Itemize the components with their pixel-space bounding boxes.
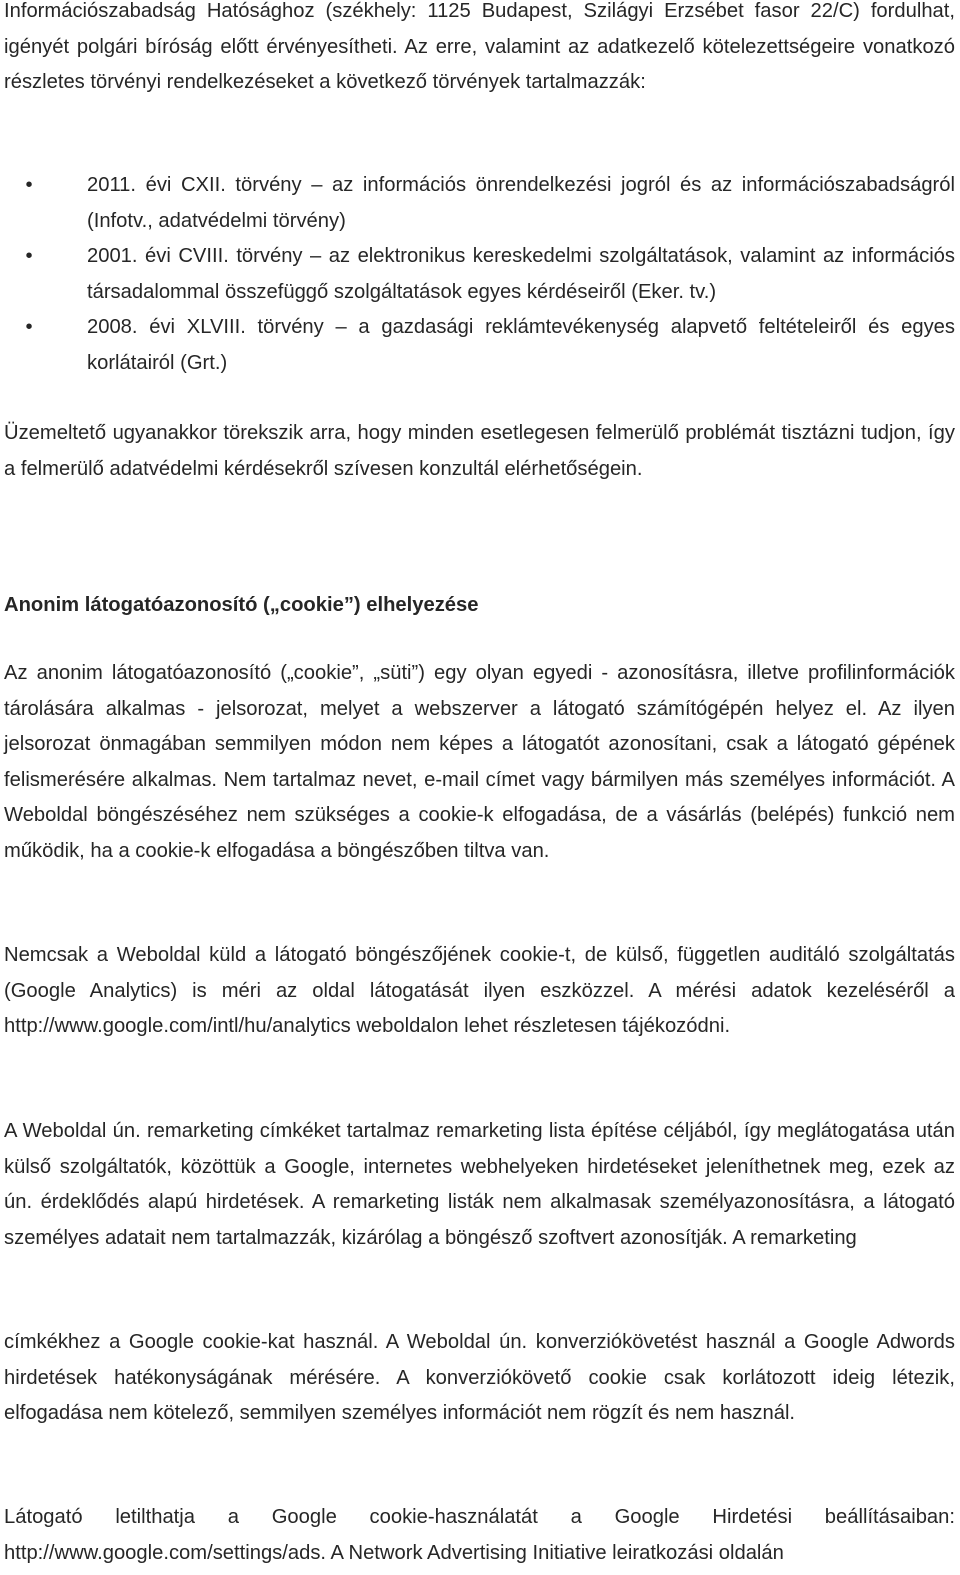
operator-paragraph: Üzemeltető ugyanakkor törekszik arra, hogy minden esetlegesen felmerülő problémát tisztázni tudjon, így a felmerülő adatvédelmi kérdésekről szívesen konzultál elérhetőségein. bbox=[4, 422, 955, 480]
intro-paragraph: Információszabadság Hatósághoz (székhely: 1125 Budapest, Szilágyi Erzsébet fasor 22/C) fordulhat, igényét polgári bíróság előtt érvényesítheti. Az erre, valamint az adatkezelő kötelezettségeire vonatkozó részletes törvényi rendelkezéseket a következő törvények tartalmazzák: bbox=[4, 0, 955, 94]
cookie-paragraph-5: Látogató letilthatja a Google cookie-használatát a Google Hirdetési beállításaiban: http://www.google.com/settings/ads. A Network Advertising Initiative leiratkozási oldalán bbox=[4, 1506, 955, 1564]
law-text: 2001. évi CVIII. törvény – az elektronikus kereskedelmi szolgáltatások, valamint az információs társadalommal összefüggő szolgáltatások egyes kérdéseiről (Eker. tv.) bbox=[87, 245, 955, 303]
list-item bbox=[4, 239, 955, 310]
cookie-paragraph-2: Nemcsak a Weboldal küld a látogató böngészőjének cookie-t, de külső, független auditáló szolgáltatás (Google Analytics) is méri az oldal látogatását ilyen eszközzel. A mérési adatok kezeléséről a http://www.google.com/intl/hu/analytics weboldalon lehet részletesen tájékozódni. bbox=[4, 944, 955, 1038]
bullet-icon: • bbox=[25, 316, 33, 339]
bullet-icon: • bbox=[25, 174, 33, 196]
cookie-paragraph-1: Az anonim látogatóazonosító („cookie”, „süti”) egy olyan egyedi - azonosításra, illetve profilinformációk tárolására alkalmas - jelsorozat, melyet a webszerver a látogató számítógépén helyez el. Az ilyen jelsorozat önmagában semmilyen módon nem képes a látogatót azonosítani, csak a látogató gépének felismerésére alkalmas. Nem tartalmaz nevet, e-mail címet vagy bármilyen más személyes információt. A Weboldal böngészéséhez nem szükséges a cookie-k elfogadása, de a vásárlás (belépés) funkció nem működik, ha a cookie-k elfogadása a böngészőben tiltva van. bbox=[4, 662, 955, 862]
list-item bbox=[4, 310, 955, 381]
bullet-icon: • bbox=[25, 245, 33, 268]
law-text: 2008. évi XLVIII. törvény – a gazdasági reklámtevékenység alapvető feltételeiről és egyes korlátairól (Grt.) bbox=[87, 316, 955, 374]
cookie-paragraph-4: címkékhez a Google cookie-kat használ. A Weboldal ún. konverziókövetést használ a Google Adwords hirdetések hatékonyságának mérésére. A konverziókövető cookie csak korlátozott ideig létezik, elfogadása nem kötelező, semmilyen személyes információt nem rögzít és nem használ. bbox=[4, 1331, 955, 1425]
law-list bbox=[4, 168, 955, 382]
section-heading: Anonim látogatóazonosító („cookie”) elhelyezése bbox=[4, 594, 479, 616]
cookie-paragraph-3: A Weboldal ún. remarketing címkéket tartalmaz remarketing lista építése céljából, így meglátogatása után külső szolgáltatók, közöttük a Google, internetes webhelyeken hirdetéseket jeleníthetnek meg, ezek az ún. érdeklődés alapú hirdetések. A remarketing listák nem alkalmasak személyazonosításra, a látogató személyes adatait nem tartalmazzák, kizárólag a böngésző szoftvert azonosítják. A remarketing bbox=[4, 1120, 955, 1249]
law-text: 2011. évi CXII. törvény – az információs önrendelkezési jogról és az információszabadságról (Infotv., adatvédelmi törvény) bbox=[87, 174, 955, 232]
list-item bbox=[4, 168, 955, 239]
